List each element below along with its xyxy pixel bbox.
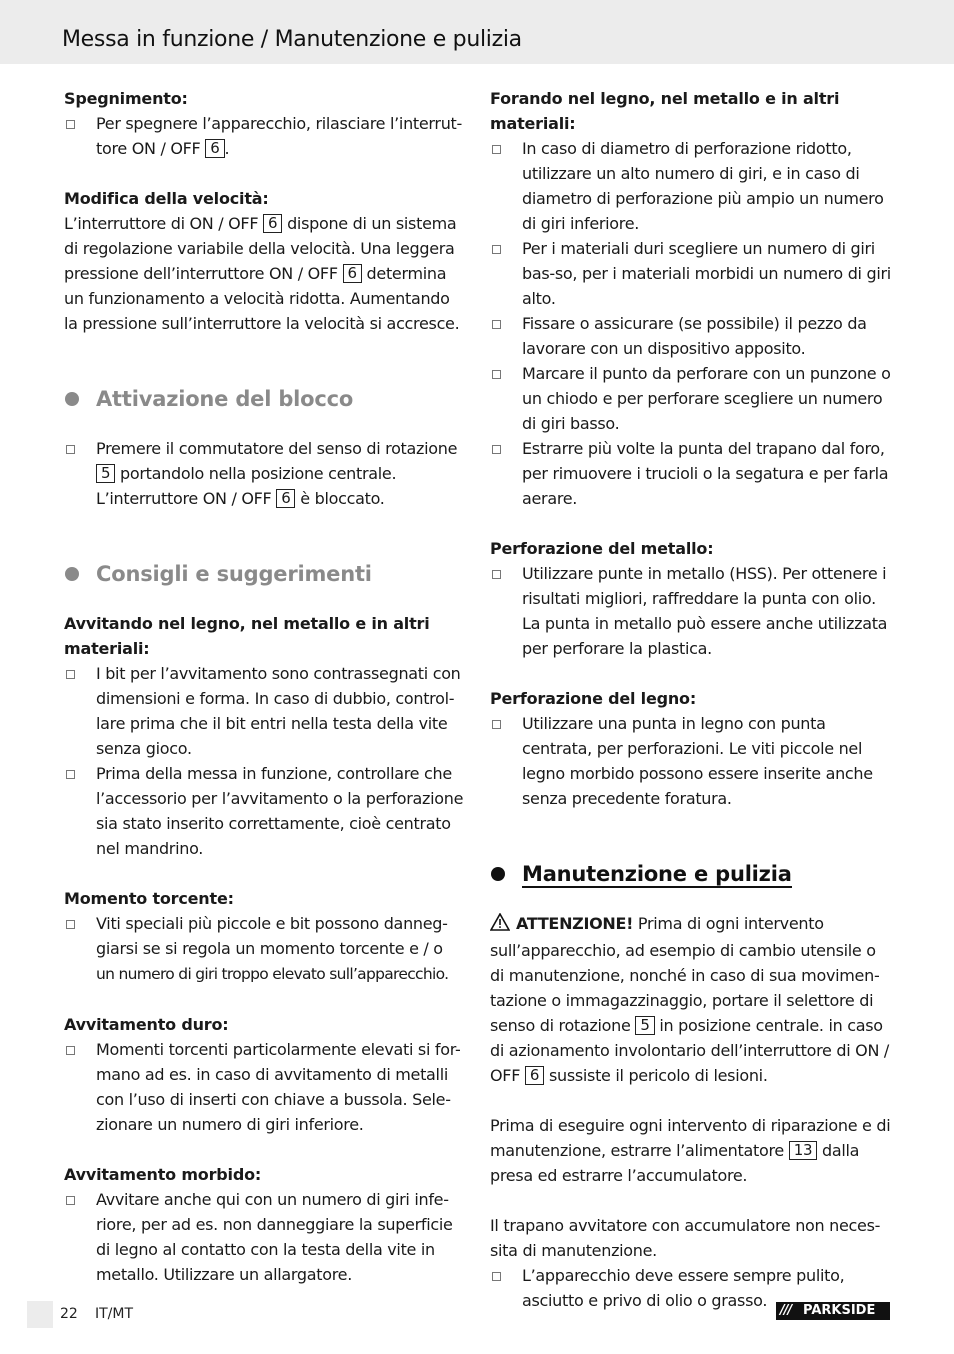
list-item: Avvitare anche qui con un numero di giri infe-riore, per ad es. non danneggiare la superficie di legno al contatto con la testa della vite in metallo. Utilizzare un allargatore. <box>64 1187 464 1287</box>
list-item: L’apparecchio deve essere sempre pulito, asciutto e privo di olio o grasso. <box>490 1263 892 1313</box>
ref-number: 5 <box>96 464 115 483</box>
warning-label: ATTENZIONE! <box>516 914 634 933</box>
page-number: 22 <box>60 1306 78 1322</box>
page-header <box>0 0 954 64</box>
text: Prima di eseguire ogni intervento di riparazione e di manutenzione, estrarre l’alimentatore <box>490 1116 891 1160</box>
heading-forando: Forando nel legno, nel metallo e in altri materiali: <box>490 89 840 133</box>
heading-text: Manutenzione e pulizia <box>522 862 792 886</box>
heading-text: Attivazione del blocco <box>96 387 354 411</box>
text: . <box>224 139 230 158</box>
text: dalla presa ed estrarre l’accumulatore. <box>490 1141 860 1185</box>
list-item: Utilizzare una punta in legno con punta centrata, per perforazioni. Le viti piccole nel legno morbido possono essere inserite anche senza precedente foratura. <box>490 711 892 811</box>
ref-number: 6 <box>343 264 362 283</box>
heading-legno: Perforazione del legno: <box>490 689 697 708</box>
heading-velocita: Modifica della velocità: <box>64 189 269 208</box>
list-item <box>64 911 464 987</box>
paragraph: Il trapano avvitatore con accumulatore non neces-sita di manutenzione. <box>490 1216 881 1260</box>
text: in posizione centrale. in caso di azionamento involontario dell’interruttore di ON / OFF <box>490 1016 889 1085</box>
language-code: IT/MT <box>95 1306 134 1322</box>
text: Prima di ogni intervento sull’apparecchio, ad esempio di cambio utensile o di manutenzione, nonché in caso di sua movimen-tazione o immagazzinaggio, portare il selettore di senso di rotazione <box>490 914 880 1035</box>
ref-number: 6 <box>525 1066 544 1085</box>
list-item: Fissare o assicurare (se possibile) il pezzo da lavorare con un dispositivo apposito. <box>490 311 892 361</box>
ref-number: 5 <box>635 1016 654 1035</box>
list-item: In caso di diametro di perforazione ridotto, utilizzare un alto numero di giri, e in caso di diametro di perforazione più ampio un numero di giri inferiore. <box>490 136 892 236</box>
text: Viti speciali più piccole e bit possono danneg-giarsi se si regola un momento torcente e / o <box>96 914 448 958</box>
text: un numero di giri troppo elevato sull’apparecchio. <box>96 965 449 983</box>
heading-duro: Avvitamento duro: <box>64 1015 229 1034</box>
text: è bloccato. <box>295 489 385 508</box>
section-heading-manutenzione <box>490 860 892 888</box>
ref-number: 6 <box>205 139 224 158</box>
heading-morbido: Avvitamento morbido: <box>64 1165 262 1184</box>
heading-text: Consigli e suggerimenti <box>96 562 372 586</box>
paragraph <box>490 1113 892 1188</box>
text: determina un funzionamento a velocità ridotta. Aumentando la pressione sull’interruttore la velocità si accresce. <box>64 264 460 333</box>
ref-number: 6 <box>276 489 295 508</box>
heading-metallo: Perforazione del metallo: <box>490 539 714 558</box>
bullet-dot-icon <box>65 567 79 581</box>
ref-number: 6 <box>263 214 282 233</box>
list-item: Utilizzare punte in metallo (HSS). Per ottenere i risultati migliori, raffreddare la punta con olio. La punta in metallo può essere anche utilizzata per perforare la plastica. <box>490 561 892 661</box>
bullet-dot-icon <box>491 867 505 881</box>
list-item: Per i materiali duri scegliere un numero di giri bas-so, per i materiali morbidi un numero di giri alto. <box>490 236 892 311</box>
list-item: Estrarre più volte la punta del trapano dal foro, per rimuovere i trucioli o la segatura e per farla aerare. <box>490 436 892 511</box>
brand-name: PARKSIDE <box>803 1303 876 1318</box>
section-heading-blocco <box>64 385 464 413</box>
left-column <box>64 86 464 1287</box>
heading-momento: Momento torcente: <box>64 889 234 908</box>
ref-number: 13 <box>789 1141 818 1160</box>
page-title: Messa in funzione / Manutenzione e pulizia <box>62 27 522 52</box>
text: tore ON / OFF <box>96 139 201 158</box>
text: dispone di un sistema di regolazione variabile della velocità. Una leggera pressione dell’interruttore ON / OFF <box>64 214 457 283</box>
section-heading-consigli <box>64 560 464 588</box>
heading-avvitando: Avvitando nel legno, nel metallo e in altri materiali: <box>64 614 430 658</box>
text: Premere il commutatore del senso di rotazione <box>96 439 458 458</box>
footer-page-box <box>27 1301 53 1328</box>
list-item <box>64 436 464 511</box>
text: portandolo nella posizione centrale. L’interruttore ON / OFF <box>96 464 397 508</box>
brand-logo <box>776 1302 890 1320</box>
logo-stripes-icon: /// <box>780 1303 792 1318</box>
right-column <box>490 86 892 1313</box>
list-item: Momenti torcenti particolarmente elevati si for-mano ad es. in caso di avvitamento di metalli con l’uso di inserti con chiave a bussola. Sele-zionare un numero di giri inferiore. <box>64 1037 464 1137</box>
text: Per spegnere l’apparecchio, rilasciare l’interrut- <box>96 114 462 133</box>
text: sussiste il pericolo di lesioni. <box>544 1066 768 1085</box>
bullet-dot-icon <box>65 392 79 406</box>
list-item <box>64 111 464 161</box>
velocita-paragraph <box>64 211 464 336</box>
warning-paragraph <box>490 911 892 1088</box>
list-item: Prima della messa in funzione, controllare che l’accessorio per l’avvitamento o la perforazione sia stato inserito correttamente, cioè centrato nel mandrino. <box>64 761 464 861</box>
list-item: I bit per l’avvitamento sono contrassegnati con dimensioni e forma. In caso di dubbio, control-lare prima che il bit entri nella testa della vite senza gioco. <box>64 661 464 761</box>
list-item: Marcare il punto da perforare con un punzone o un chiodo e per perforare scegliere un numero di giri basso. <box>490 361 892 436</box>
heading-spegnimento: Spegnimento: <box>64 89 188 108</box>
warning-triangle-icon <box>490 913 516 938</box>
text: L’interruttore di ON / OFF <box>64 214 259 233</box>
